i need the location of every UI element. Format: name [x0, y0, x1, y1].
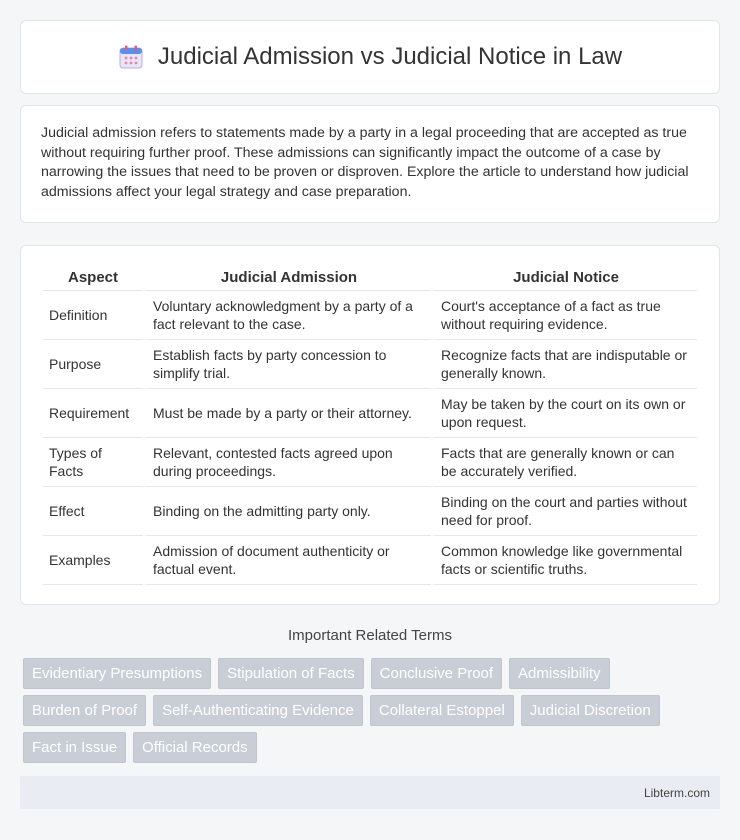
related-term-tag[interactable]: Evidentiary Presumptions	[23, 658, 211, 689]
table-row	[43, 291, 697, 340]
row-admission: Voluntary acknowledgment by a party of a fact relevant to the case.	[143, 291, 431, 340]
calendar-icon	[118, 44, 144, 70]
header-aspect: Aspect	[43, 266, 143, 291]
row-admission: Relevant, contested facts agreed upon during proceedings.	[143, 438, 431, 487]
header-judicial-admission: Judicial Admission	[143, 266, 431, 291]
intro-text: Judicial admission refers to statements made by a party in a legal proceeding that are accepted as true without requiring further proof. These admissions can significantly impact the outcome of a case by narrowing the issues that need to be proven or disproven. Explore the article to understand how judicial admissions affect your legal strategy and case preparation.	[41, 125, 689, 200]
row-aspect: Definition	[43, 291, 143, 340]
table-row	[43, 340, 697, 389]
related-term-tag[interactable]: Official Records	[133, 732, 257, 763]
row-notice: Common knowledge like governmental facts or scientific truths.	[431, 536, 697, 585]
row-notice: Binding on the court and parties without need for proof.	[431, 487, 697, 536]
intro-card	[20, 105, 720, 223]
table-row	[43, 438, 697, 487]
row-admission: Establish facts by party concession to simplify trial.	[143, 340, 431, 389]
table-row	[43, 536, 697, 585]
related-terms-title: Important Related Terms	[288, 627, 452, 644]
comparison-table-card	[20, 245, 720, 605]
row-admission: Admission of document authenticity or factual event.	[143, 536, 431, 585]
row-notice: Facts that are generally known or can be accurately verified.	[431, 438, 697, 487]
related-term-tag[interactable]: Stipulation of Facts	[218, 658, 364, 689]
related-term-tag[interactable]: Admissibility	[509, 658, 610, 689]
related-term-tag[interactable]: Conclusive Proof	[371, 658, 502, 689]
row-aspect: Types of Facts	[43, 438, 143, 487]
footer-site-link[interactable]: Libterm.com	[643, 785, 710, 800]
table-header-row	[43, 266, 697, 291]
related-term-tag[interactable]: Burden of Proof	[23, 695, 146, 726]
row-notice: Court's acceptance of a fact as true without requiring evidence.	[431, 291, 697, 340]
row-notice: Recognize facts that are indisputable or generally known.	[431, 340, 697, 389]
page-title: Judicial Admission vs Judicial Notice in Law	[157, 43, 623, 70]
row-admission: Binding on the admitting party only.	[143, 487, 431, 536]
related-term-tag[interactable]: Self-Authenticating Evidence	[153, 695, 363, 726]
table-row	[43, 487, 697, 536]
footer	[20, 776, 720, 809]
row-admission: Must be made by a party or their attorney.	[143, 389, 431, 438]
table-row	[43, 389, 697, 438]
related-term-tag[interactable]: Collateral Estoppel	[370, 695, 514, 726]
row-aspect: Purpose	[43, 340, 143, 389]
related-term-tag[interactable]: Fact in Issue	[23, 732, 126, 763]
row-aspect: Requirement	[43, 389, 143, 438]
related-term-tag[interactable]: Judicial Discretion	[521, 695, 660, 726]
comparison-table	[43, 266, 697, 585]
row-notice: May be taken by the court on its own or upon request.	[431, 389, 697, 438]
row-aspect: Effect	[43, 487, 143, 536]
related-terms-tags	[23, 658, 723, 763]
header-judicial-notice: Judicial Notice	[431, 266, 697, 291]
title-wrap	[118, 43, 622, 71]
header-card	[20, 20, 720, 94]
row-aspect: Examples	[43, 536, 143, 585]
